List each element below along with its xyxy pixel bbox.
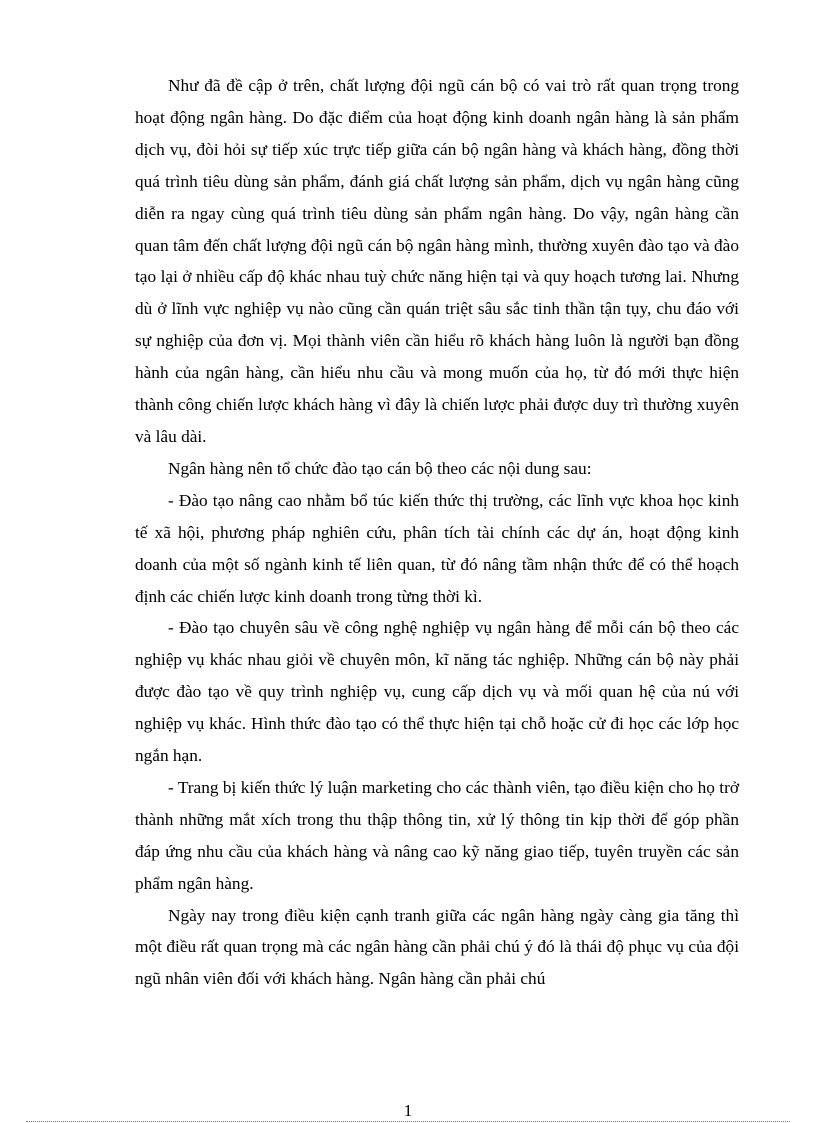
paragraph-marketing-knowledge: - Trang bị kiến thức lý luận marketing cho các thành viên, tạo điều kiện cho họ trở thành những mắt xích trong thu thập thông tin, xử lý thông tin kịp thời để góp phần đáp ứng nhu cầu của khách hàng và nâng cao kỹ năng giao tiếp, tuyên truyền các sản phẩm ngân hàng. [135, 777, 739, 893]
paragraph-training-intro: Ngân hàng nên tổ chức đào tạo cán bộ theo các nội dung sau: [168, 458, 592, 478]
paragraph-staff-quality: Như đã đề cập ở trên, chất lượng đội ngũ cán bộ có vai trò rất quan trọng trong hoạt động ngân hàng. Do đặc điểm của hoạt động kinh doanh ngân hàng là sản phẩm dịch vụ, đòi hỏi sự tiếp xúc trực tiếp giữa cán bộ ngân hàng và khách hàng, đồng thời quá trình tiêu dùng sản phẩm, đánh giá chất lượng sản phẩm, dịch vụ ngân hàng cũng diễn ra ngay cùng quá trình tiêu dùng sản phẩm ngân hàng. Do vậy, ngân hàng cần quan tâm đến chất lượng đội ngũ cán bộ ngân hàng mình, thường xuyên đào tạo và đào tạo lại ở nhiều cấp độ khác nhau tuỳ chức năng hiện tại và quy hoạch tương lai. Nhưng dù ở lĩnh vực nghiệp vụ nào cũng cần quán triệt sâu sắc tinh thần tận tụy, chu đáo với sự nghiệp của đơn vị. Mọi thành viên cần hiểu rõ khách hàng luôn là người bạn đồng hành của ngân hàng, cần hiểu nhu cầu và mong muốn của họ, từ đó mới thực hiện thành công chiến lược khách hàng vì đây là chiến lược phải được duy trì thường xuyên và lâu dài. [135, 76, 739, 446]
footer-divider [26, 1121, 790, 1122]
paragraph-service-attitude: Ngày nay trong điều kiện cạnh tranh giữa các ngân hàng ngày càng gia tăng thì một điều rất quan trọng mà các ngân hàng cần phải chú ý đó là thái độ phục vụ của đội ngũ nhân viên đối với khách hàng. Ngân hàng cần phải chú [135, 905, 739, 989]
page-number: 1 [403, 1101, 413, 1120]
paragraph-specialized-training: - Đào tạo chuyên sâu về công nghệ nghiệp vụ ngân hàng để mỗi cán bộ theo các nghiệp vụ khác nhau giỏi về chuyên môn, kĩ năng tác nghiệp. Những cán bộ này phải được đào tạo về quy trình nghiệp vụ, cung cấp dịch vụ và mối quan hệ của nú với nghiệp vụ khác. Hình thức đào tạo có thể thực hiện tại chỗ hoặc cử đi học các lớp học ngắn hạn. [135, 618, 739, 766]
paragraph-advanced-training: - Đào tạo nâng cao nhằm bổ túc kiến thức thị trường, các lĩnh vực khoa học kinh tế xã hội, phương pháp nghiên cứu, phân tích tài chính các dự án, hoạt động kinh doanh của một số ngành kinh tế liên quan, từ đó nâng tầm nhận thức để có thể hoạch định các chiến lược kinh doanh trong từng thời kì. [135, 490, 739, 606]
body-text [135, 70, 739, 995]
